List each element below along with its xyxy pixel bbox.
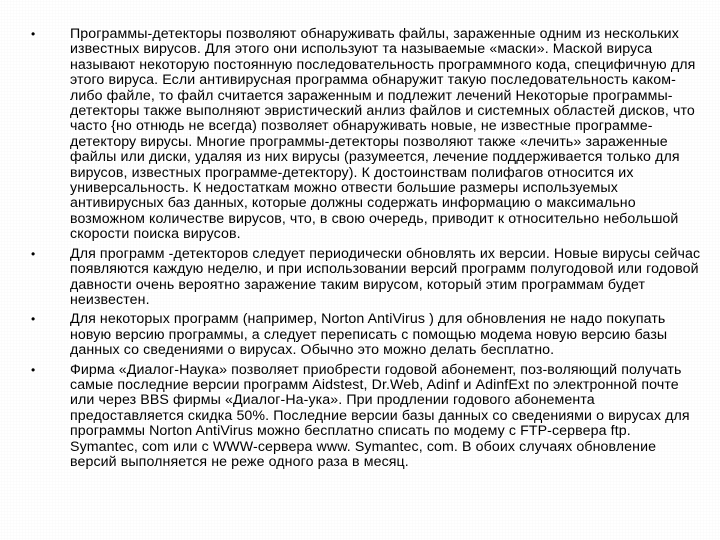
bullet-text-3: Для некоторых программ (например, Norton AntiVirus ) для обновления не надо покупать новую версию программы, а следует переписать с помощью модема новую версию базы данных со сведениями о вирусах. Обычно это можно делать бесплатно. — [70, 311, 668, 359]
bullet-list — [22, 27, 702, 474]
bullet-icon: • — [31, 312, 36, 327]
bullet-item-1 — [22, 27, 702, 243]
bullet-text-4: Фирма «Диалог-Наука» позволяет приобрести годовой абонемент, поз-воляющий получать самые последние версии программ Aidstest, Dr.Web, Adinf и AdinfExt по электронной почте или через BBS фирмы «Диалог-На-ука». При продлении годового абонемента предоставляется скидка 50%. Последние версии базы данных со сведениями о вирусах для программы Norton AntiVirus можно бесплатно списать по модему с FTP-сервера ftp. Symantec, com или с WWW-сервера www. Symantec, com. В обоих случаях обновление версий выполняется не реже одного раза в месяц. — [70, 361, 690, 470]
bullet-icon: • — [31, 362, 36, 377]
bullet-item-3 — [22, 312, 702, 358]
bullet-text-1: Программы-детекторы позволяют обнаруживать файлы, зараженные одним из нескольких известных вирусов. Для этого они используют та называемые «маски». Маской вируса называют некоторую постоянную последовательность программного кода, специфичную для этого вируса. Если антивирусная программа обнаружит такую последовательность каком-либо файле, то файл считается зараженным и подлежит лечений Некоторые программы-детекторы также выполняют эвристический анлиз файлов и системных областей дисков, что часто {но отнюдь не всегда) позволяет обнаруживать новые, не известные программе-детектору вирусы. Многие программы-детекторы позволяют также «лечить» зараженные файлы или диски, удаляя из них вирусы (разумеется, лечение поддерживается только для вирусов, известных программе-детектору). К достоинствам полифагов относится их универсальность. К недостаткам можно отвести большие размеры используемых антивирусных баз данных, которые должны содержать информацию о максимально возможном количестве вирусов, что, в свою очередь, приводит к относительно небольшой скорости поиска вирусов. — [70, 26, 696, 243]
bullet-icon: • — [31, 246, 36, 261]
bullet-text-2: Для программ -детекторов следует периодически обновлять их версии. Новые вирусы сейчас появляются каждую неделю, и при использовании версий программ полугодовой или годовой давности очень вероятно заражение таким вирусом, который этим программам будет неизвестен. — [70, 245, 701, 308]
bullet-item-4 — [22, 363, 702, 471]
bullet-icon: • — [31, 27, 36, 41]
bullet-item-2 — [22, 247, 702, 309]
